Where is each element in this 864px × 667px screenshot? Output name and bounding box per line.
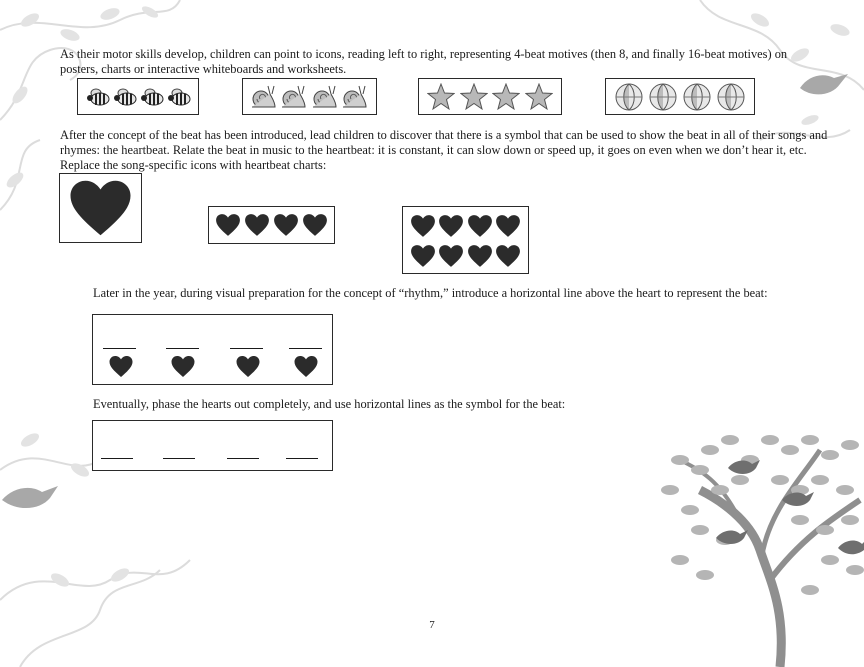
heart-icon (495, 214, 521, 238)
snail-icon (280, 84, 308, 110)
bee-beat-chart (77, 78, 199, 115)
heart-icon (215, 213, 241, 237)
bee-icon (140, 86, 164, 108)
snail-beat-chart (242, 78, 377, 115)
ball-icon (682, 82, 712, 112)
heart-icon (235, 355, 261, 378)
single-heart-chart (59, 173, 142, 243)
eight-heart-chart (402, 206, 529, 274)
heart-icon (170, 355, 196, 378)
beat-line (101, 458, 133, 459)
heart-icon (438, 244, 464, 268)
heart-icon (467, 214, 493, 238)
snail-icon (311, 84, 339, 110)
heart-icon (410, 214, 436, 238)
beat-line (227, 458, 259, 459)
star-icon (460, 83, 488, 111)
heartbeat-paragraph: After the concept of the beat has been introduced, lead children to discover that there is a symbol that can be used to show the beat in all of their songs and rhymes: the heartbeat. Relate the beat in music to the heartbeat: it is constant, it can slow down or speed up, it goes on even when we don’t hear it, etc. Replace the song-specific icons with heartbeat charts: (60, 128, 828, 172)
heart-icon (467, 244, 493, 268)
star-icon (492, 83, 520, 111)
lines-only-paragraph: Eventually, phase the hearts out completely, and use horizontal lines as the symbol for the beat: (93, 397, 566, 411)
beat-lines-chart (92, 420, 333, 471)
beat-line (166, 348, 199, 349)
ball-beat-chart (605, 78, 755, 115)
heart-icon (66, 178, 135, 238)
bee-icon (86, 86, 110, 108)
ball-icon (648, 82, 678, 112)
heart-icon (273, 213, 299, 237)
bee-icon (113, 86, 137, 108)
beat-line (230, 348, 263, 349)
snail-icon (250, 84, 278, 110)
page-number: 7 (429, 619, 435, 631)
beat-line (289, 348, 322, 349)
heart-icon (495, 244, 521, 268)
hearts-with-beat-lines-chart (92, 314, 333, 385)
tree-illustration (661, 435, 864, 667)
star-icon (525, 83, 553, 111)
snail-icon (341, 84, 369, 110)
star-icon (427, 83, 455, 111)
beat-line (163, 458, 195, 459)
heart-icon (244, 213, 270, 237)
heart-icon (302, 213, 328, 237)
heart-icon (108, 355, 134, 378)
heart-icon (410, 244, 436, 268)
ball-icon (614, 82, 644, 112)
heart-icon (293, 355, 319, 378)
beat-line (286, 458, 318, 459)
four-heart-chart (208, 206, 335, 244)
bee-icon (167, 86, 191, 108)
heart-icon (438, 214, 464, 238)
intro-paragraph: As their motor skills develop, children can point to icons, reading left to right, representing 4-beat motives (then 8, and finally 16-beat motives) on posters, charts or interactive whiteboards and worksheets. (60, 47, 788, 76)
star-beat-chart (418, 78, 562, 115)
rhythm-paragraph: Later in the year, during visual preparation for the concept of “rhythm,” introduce a horizontal line above the heart to represent the beat: (93, 286, 768, 300)
beat-line (103, 348, 136, 349)
ball-icon (716, 82, 746, 112)
